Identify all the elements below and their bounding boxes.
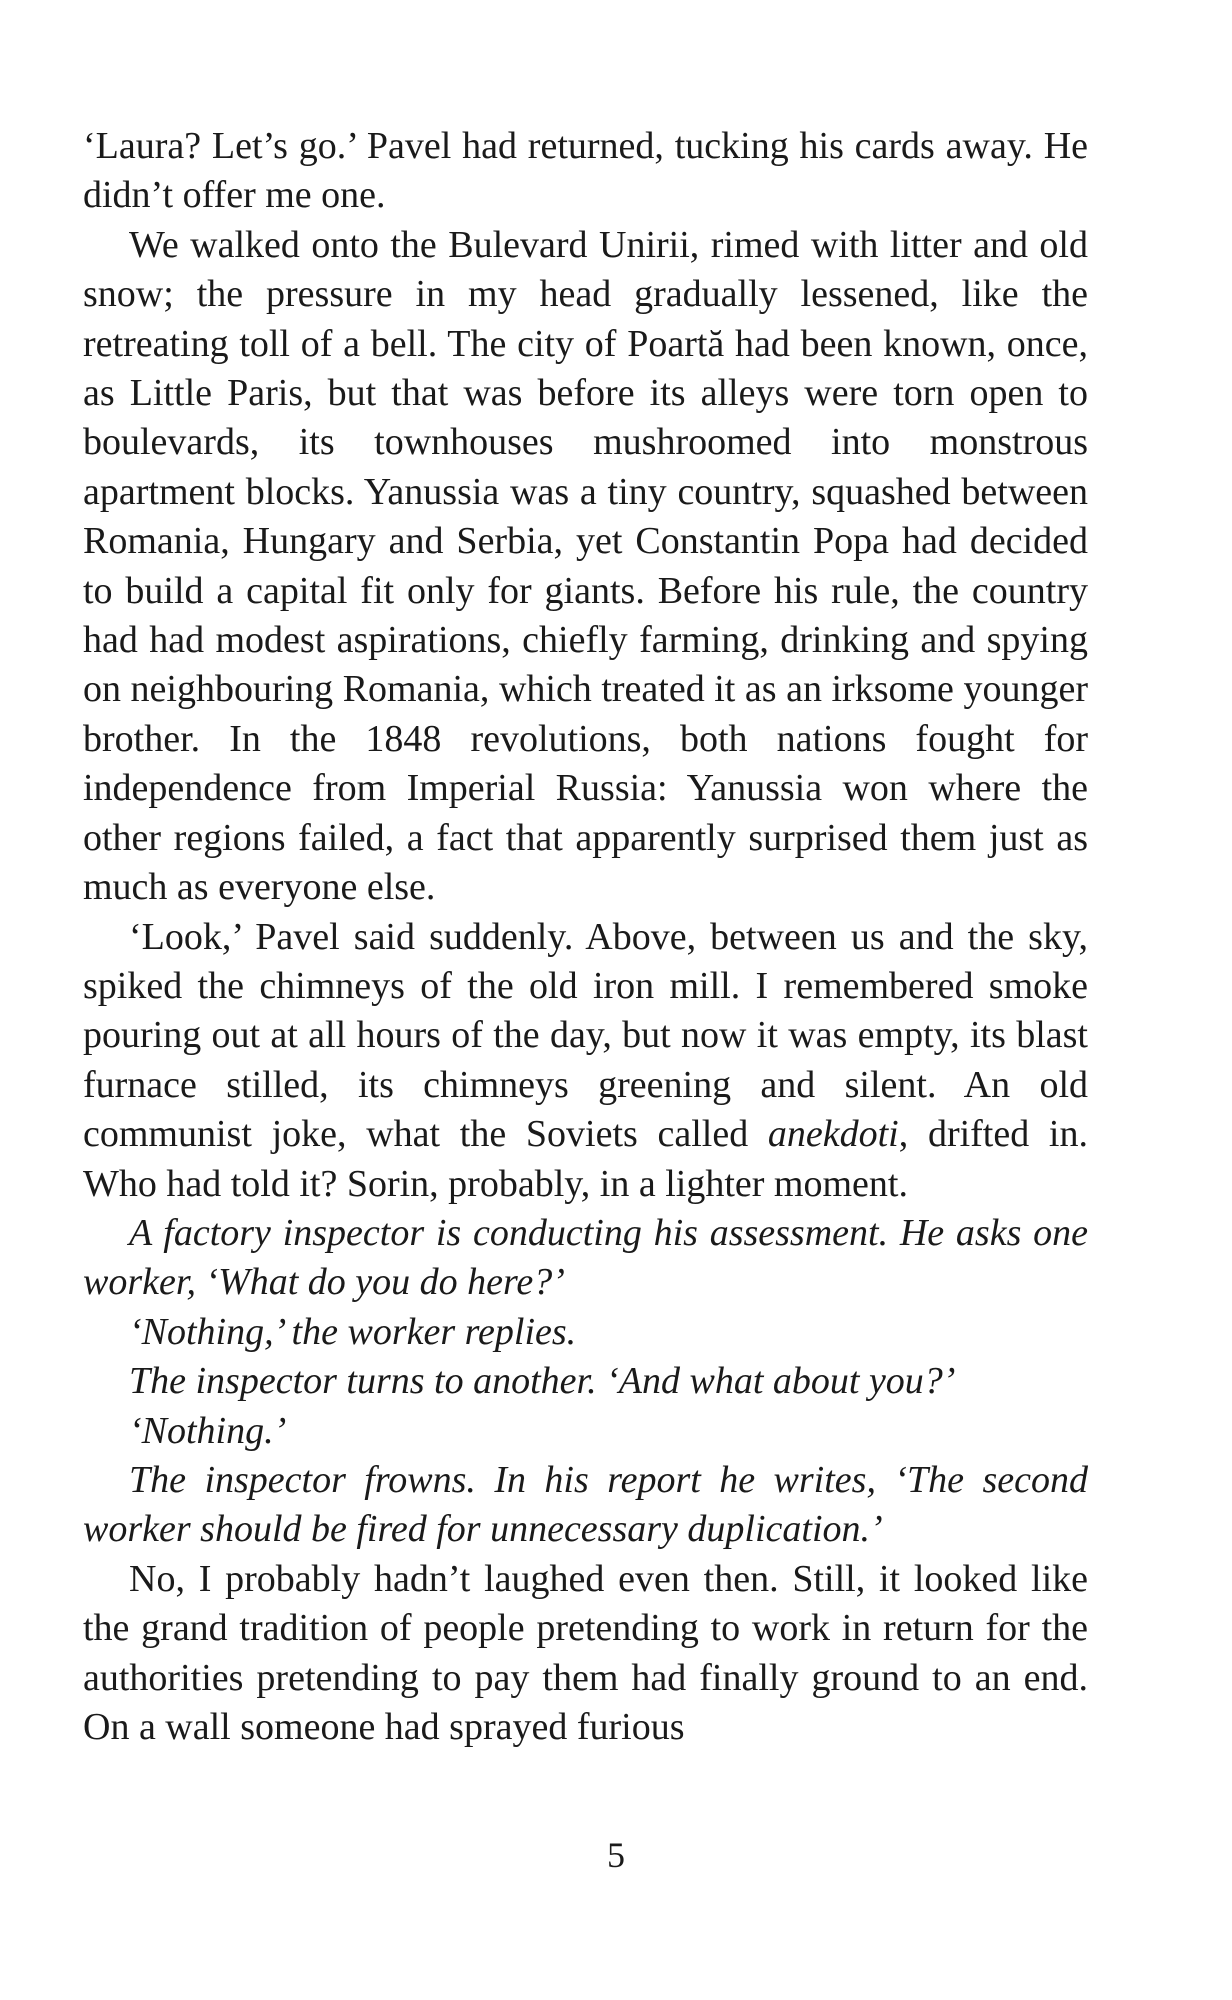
emphasis-anekdoti: anekdoti bbox=[767, 1113, 899, 1156]
paragraph-opening: ‘Laura? Let’s go.’ Pavel had returned, tucking his cards away. He didn’t offer me one. bbox=[83, 125, 1088, 217]
page-number: 5 bbox=[607, 1835, 625, 1875]
joke-line: The inspector frowns. In his report he writes, ‘The second worker should be fired for unnecessary duplication.’ bbox=[83, 1458, 1088, 1551]
paragraph-iron-mill-text-a: ‘Look,’ Pavel said suddenly. Above, between us and the sky, spiked the chimneys of the old iron mill. I remembered smoke pouring out at all hours of the day, but now it was empty, its blast furnace stilled, its chimneys greening and silent. An old communist joke, what the Soviets called bbox=[83, 915, 1088, 1156]
paragraph-city-history: We walked onto the Bulevard Unirii, rimed with litter and old snow; the pressure in my head gradually lessened, like the retreating toll of a bell. The city of Poartă had been known, once, as Little Paris, but that was before its alleys were torn open to boulevards, its townhouses mushroomed into monstrous apartment blocks. Yanussia was a tiny country, squashed between Romania, Hungary and Serbia, yet Constantin Popa had decided to build a capital fit only for giants. Before his rule, the country had had modest aspirations, chiefly farming, drinking and spying on neighbouring Romania, which treated it as an irksome younger brother. In the 1848 revolutions, both nations fought for independence from Imperial Russia: Yanussia won where the other regions failed, a fact that apparently surprised them just as much as everyone else. bbox=[83, 223, 1088, 909]
paragraph-closing: No, I probably hadn’t laughed even then. Still, it looked like the grand tradition of people pretending to work in return for the authorities pretending to pay them had finally ground to an end. On a wall someone had sprayed furious bbox=[83, 1557, 1088, 1748]
paragraph-iron-mill bbox=[83, 913, 1088, 1209]
joke-line: The inspector turns to another. ‘And what about you?’ bbox=[129, 1360, 956, 1403]
joke-line: ‘Nothing.’ bbox=[129, 1409, 287, 1452]
paragraph-iron-mill-text-b: , drifted in. Who had told it? Sorin, probably, in a lighter moment. bbox=[83, 1113, 1088, 1205]
body-text bbox=[83, 122, 1088, 1752]
joke-line: ‘Nothing,’ the worker replies. bbox=[129, 1310, 577, 1353]
joke-line: A factory inspector is conducting his assessment. He asks one worker, ‘What do you do here?’ bbox=[83, 1211, 1088, 1304]
